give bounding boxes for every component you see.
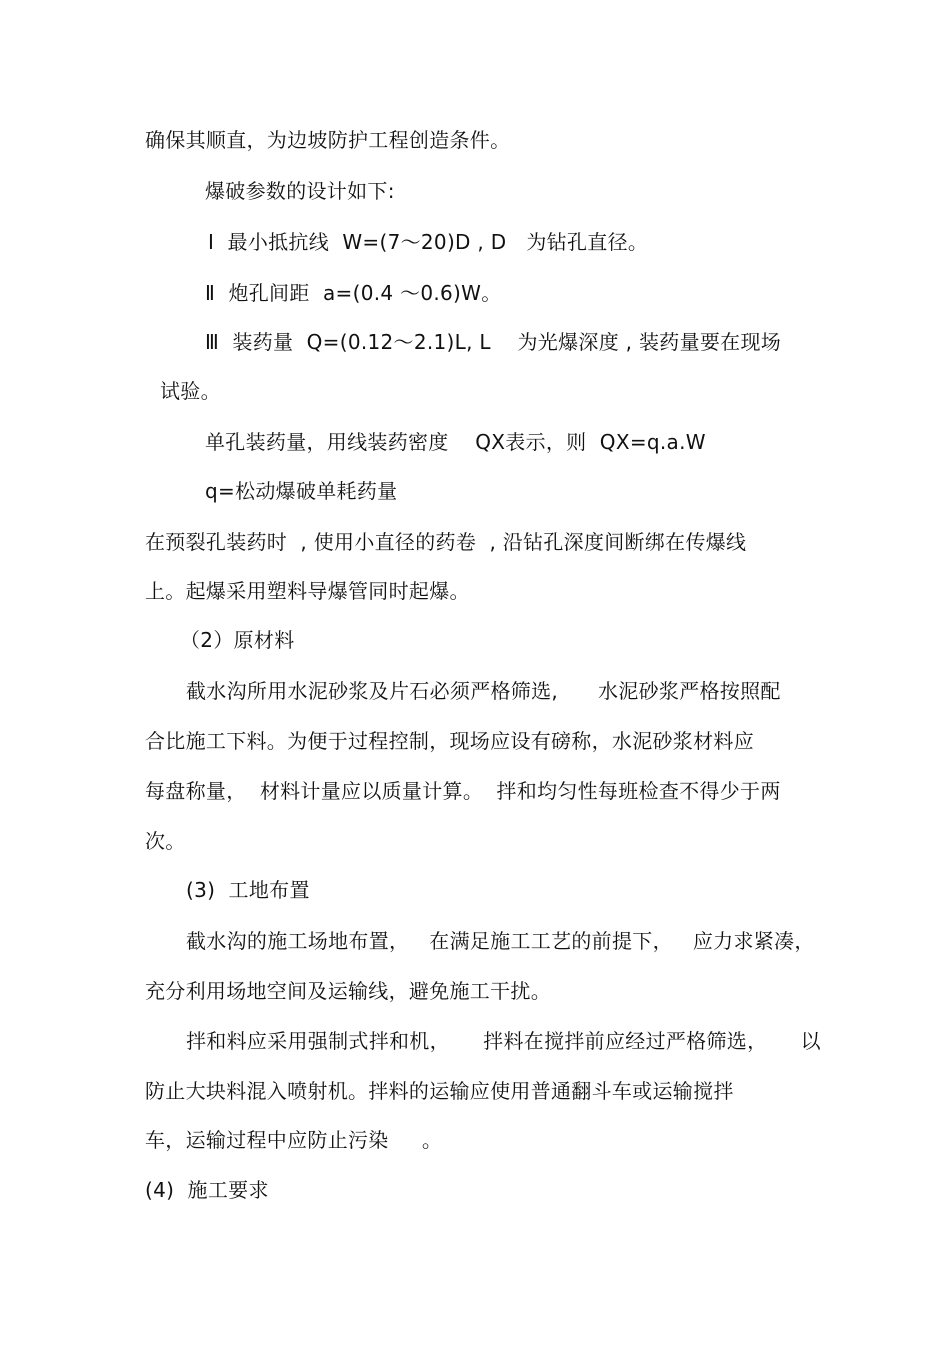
text-line-6: 试验。	[160, 379, 221, 403]
text-line-7: 单孔装药量，用线装药密度 QX表示，则 QX=q.a.W	[205, 430, 706, 454]
text-line-17: 截水沟的施工场地布置， 在满足施工工艺的前提下， 应力求紧凑，	[186, 929, 815, 953]
section-heading-4: (4) 施工要求	[145, 1178, 269, 1202]
text-line-13: 合比施工下料。为便于过程控制，现场应设有磅称，水泥砂浆材料应	[145, 729, 754, 753]
text-line-20: 防止大块料混入喷射机。拌料的运输应使用普通翻斗车或运输搅拌	[145, 1079, 734, 1103]
section-heading-2: （2）原材料	[180, 628, 295, 652]
text-line-3: Ⅰ 最小抵抗线 W=(7～20)D , D 为钻孔直径。	[208, 230, 649, 254]
text-line-9: 在预裂孔装药时 , 使用小直径的药卷 , 沿钻孔深度间断绑在传爆线	[145, 530, 747, 554]
text-line-14: 每盘称量， 材料计量应以质量计算。 拌和均匀性每班检查不得少于两	[145, 779, 781, 803]
text-line-15: 次。	[145, 829, 186, 853]
section-heading-3: (3) 工地布置	[186, 878, 310, 902]
text-line-21: 车，运输过程中应防止污染 。	[145, 1128, 443, 1152]
text-line-19: 拌和料应采用强制式拌和机， 拌料在搅拌前应经过严格筛选， 以	[186, 1029, 821, 1053]
text-line-12: 截水沟所用水泥砂浆及片石必须严格筛选, 水泥砂浆严格按照配	[186, 679, 781, 703]
text-line-2: 爆破参数的设计如下:	[205, 179, 395, 203]
text-line-10: 上。起爆采用塑料导爆管同时起爆。	[145, 579, 470, 603]
text-line-4: Ⅱ 炮孔间距 a=(0.4 ～0.6)W。	[205, 281, 502, 305]
text-line-8: q=松动爆破单耗药量	[205, 479, 398, 503]
text-line-1: 确保其顺直，为边坡防护工程创造条件。	[145, 128, 511, 152]
text-line-18: 充分利用场地空间及运输线，避免施工干扰。	[145, 979, 551, 1003]
text-line-5: Ⅲ 装药量 Q=(0.12～2.1)L, L 为光爆深度 , 装药量要在现场	[205, 330, 782, 354]
